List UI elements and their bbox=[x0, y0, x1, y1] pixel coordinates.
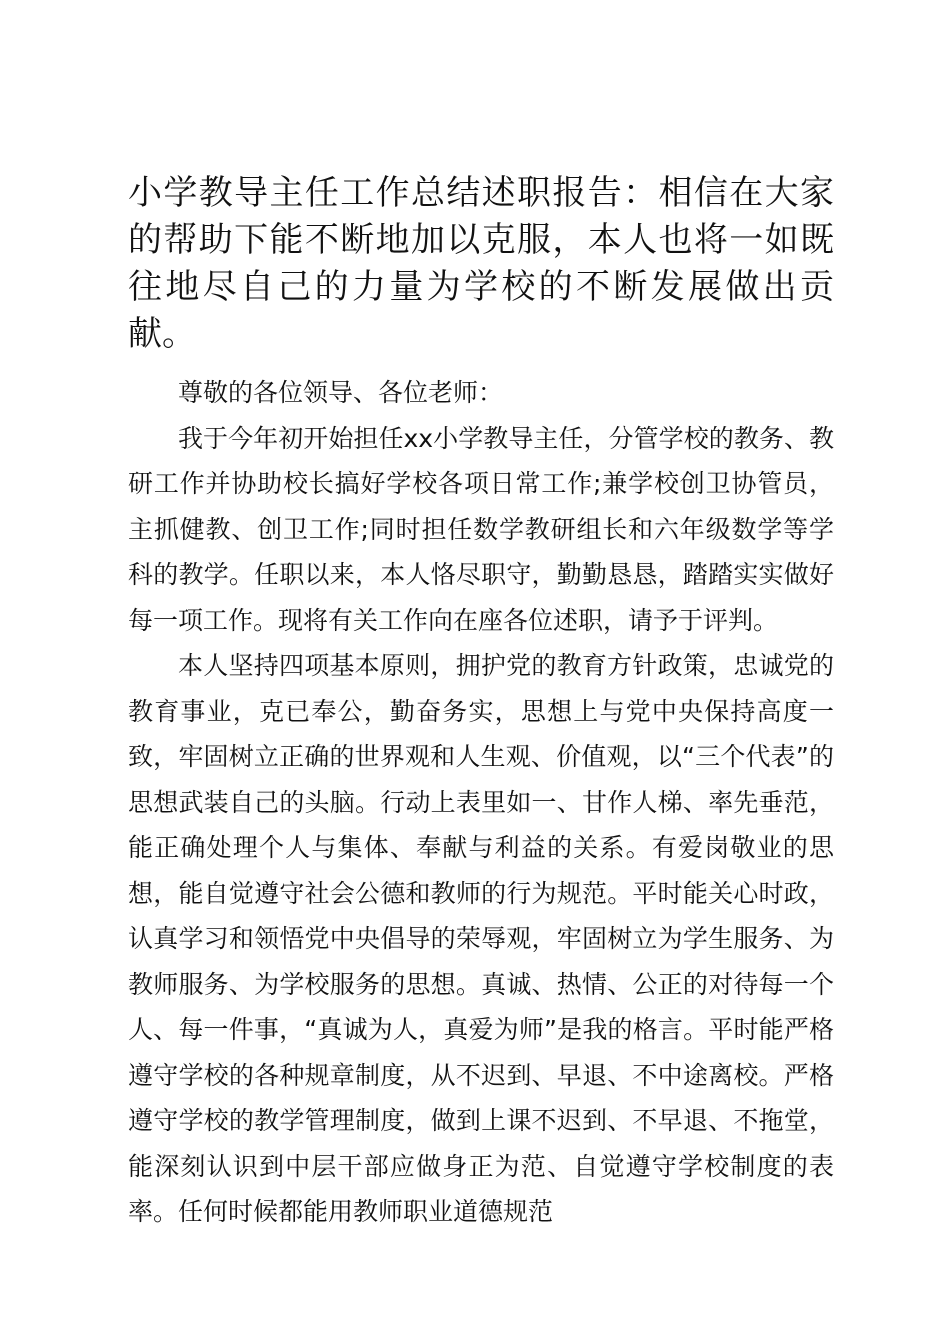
paragraph-1: 我于今年初开始担任xx小学教导主任，分管学校的教务、教研工作并协助校长搞好学校各项日常工作;兼学校创卫协管员，主抓健教、创卫工作;同时担任数学教研组长和六年级数学等学科的教学。任职以来，本人恪尽职守，勤勤恳恳，踏踏实实做好每一项工作。现将有关工作向在座各位述职，请予于评判。 bbox=[128, 423, 834, 635]
document-title: 小学教导主任工作总结述职报告：相信在大家的帮助下能不断地加以克服，本人也将一如既往地尽自己的力量为学校的不断发展做出贡献。 bbox=[128, 173, 834, 354]
document-body bbox=[128, 170, 834, 1235]
paragraph-2: 本人坚持四项基本原则，拥护党的教育方针政策，忠诚党的教育事业，克已奉公，勤奋务实，思想上与党中央保持高度一致，牢固树立正确的世界观和人生观、价值观，以“三个代表”的思想武装自己的头脑。行动上表里如一、甘作人梯、率先垂范，能正确处理个人与集体、奉献与利益的关系。有爱岗敬业的思想，能自觉遵守社会公德和教师的行为规范。平时能关心时政，认真学习和领悟党中央倡导的荣辱观，牢固树立为学生服务、为教师服务、为学校服务的思想。真诚、热情、公正的对待每一个人、每一件事，“真诚为人，真爱为师”是我的格言。平时能严格遵守学校的各种规章制度，从不迟到、早退、不中途离校。严格遵守学校的教学管理制度，做到上课不迟到、不早退、不拖堂，能深刻认识到中层干部应做身正为范、自觉遵守学校制度的表率。任何时候都能用教师职业道德规范 bbox=[128, 651, 834, 1226]
greeting: 尊敬的各位领导、各位老师： bbox=[178, 378, 504, 407]
